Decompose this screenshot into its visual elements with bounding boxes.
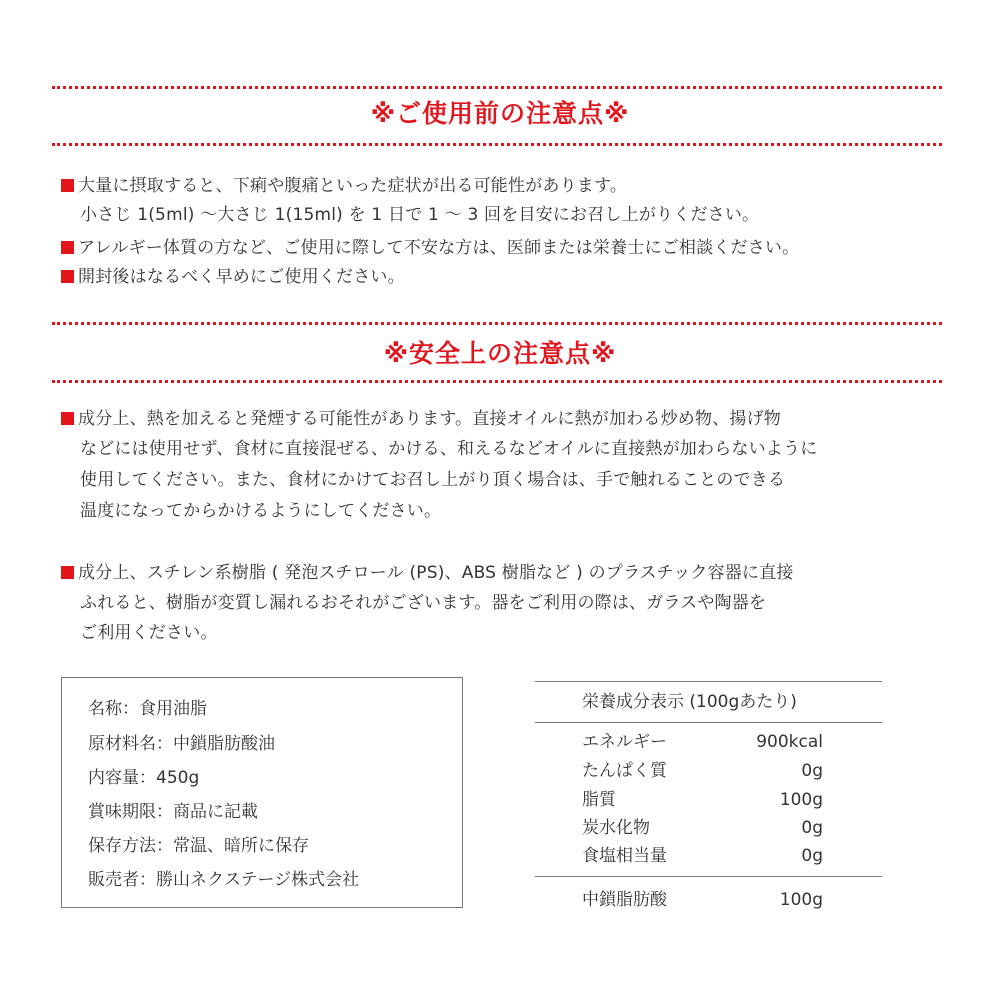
info-expiry: 賞味期限：商品に記載: [88, 802, 258, 822]
section1-line-2: 小さじ 1(5ml) 〜大さじ 1(15ml) を 1 日で 1 〜 3 回を目安にお召し上がりください。: [80, 205, 760, 225]
nutrition-top-rule: [535, 681, 882, 682]
section1-bottom-divider: [52, 143, 942, 146]
info-volume: 内容量：450g: [88, 768, 200, 788]
section2-para2-line-1: 成分上、スチレン系樹脂 ( 発泡スチロール (PS)、ABS 樹脂など ) のプラスチック容器に直接: [61, 562, 794, 584]
nutrition-value-fat: 100g: [779, 790, 823, 810]
nutrition-label-protein: たんぱく質: [582, 761, 667, 781]
section2-top-divider: [52, 322, 942, 325]
section1-line-1: 大量に摂取すると、下痢や腹痛といった症状が出る可能性があります。: [61, 175, 627, 197]
nutrition-label-mcfa: 中鎖脂肪酸: [582, 890, 667, 910]
info-name: 名称：食用油脂: [88, 699, 207, 719]
section2-para2-line-3: ご利用ください。: [80, 623, 218, 643]
section2-heading: ※安全上の注意点※: [383, 339, 617, 368]
section2-para1-line-1: 成分上、熱を加えると発煙する可能性があります。直接オイルに熱が加わる炒め物、揚げ物: [61, 408, 781, 430]
nutrition-value-mcfa: 100g: [779, 890, 823, 910]
info-ingredients: 原材料名：中鎖脂肪酸油: [88, 734, 275, 754]
section1-heading: ※ご使用前の注意点※: [370, 99, 630, 128]
section1-top-divider: [52, 86, 942, 89]
nutrition-title: 栄養成分表示 (100gあたり): [582, 692, 797, 712]
section2-bottom-divider: [52, 380, 942, 383]
nutrition-bottom-rule: [535, 876, 882, 877]
section2-para1-line-4: 温度になってからかけるようにしてください。: [80, 501, 442, 521]
nutrition-label-salt: 食塩相当量: [582, 846, 667, 866]
bullet-square-icon: [61, 566, 74, 579]
nutrition-label-carbs: 炭水化物: [582, 818, 650, 838]
section2-para1-line-3: 使用してください。また、食材にかけてお召し上がり頂く場合は、手で触れることのできる: [80, 470, 786, 490]
nutrition-label-fat: 脂質: [582, 790, 616, 810]
nutrition-header-rule: [535, 722, 882, 723]
nutrition-label-energy: エネルギー: [582, 732, 667, 752]
info-storage: 保存方法：常温、暗所に保存: [88, 836, 309, 856]
bullet-square-icon: [61, 412, 74, 425]
nutrition-value-salt: 0g: [801, 846, 823, 866]
bullet-square-icon: [61, 241, 74, 254]
nutrition-value-carbs: 0g: [801, 818, 823, 838]
bullet-square-icon: [61, 179, 74, 192]
section2-para2-line-2: ふれると、樹脂が変質し漏れるおそれがございます。器をご利用の際は、ガラスや陶器を: [80, 593, 767, 613]
bullet-square-icon: [61, 270, 74, 283]
info-seller: 販売者：勝山ネクステージ株式会社: [88, 870, 360, 890]
section1-line-4: 開封後はなるべく早めにご使用ください。: [61, 266, 405, 288]
section1-line-3: アレルギー体質の方など、ご使用に際して不安な方は、医師または栄養士にご相談ください。: [61, 237, 799, 259]
section2-para1-line-2: などには使用せず、食材に直接混ぜる、かける、和えるなどオイルに直接熱が加わらないように: [80, 439, 818, 459]
nutrition-value-protein: 0g: [801, 761, 823, 781]
nutrition-value-energy: 900kcal: [756, 732, 823, 752]
product-info-box: [61, 677, 463, 908]
